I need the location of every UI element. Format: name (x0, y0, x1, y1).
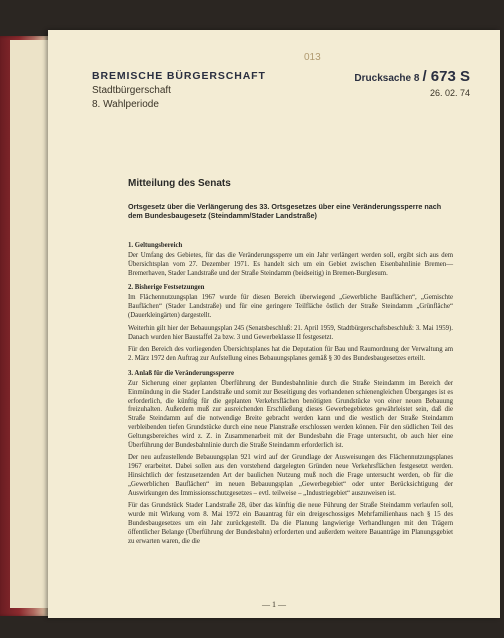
paragraph: Im Flächennutzungsplan 1967 wurde für diesen Bereich überwiegend „Gewerbliche Bauflächen“, „Gemischte Bauflächen“ (Stader Landstraße) und für eine geringere Teilfläche östlich der Straße Steindamm „Grünfläche“ (Dauerkleingärten) dargestellt. (128, 294, 453, 319)
legislative-period: 8. Wahlperiode (92, 99, 159, 110)
document-body (128, 236, 453, 550)
drucksache-label: Drucksache 8 (354, 73, 420, 84)
document-page (48, 30, 500, 618)
section-heading: 2. Bisherige Festsetzungen (128, 284, 205, 292)
page-number: — 1 — (262, 600, 286, 609)
document-date: 26. 02. 74 (429, 88, 470, 98)
drucksache-number: / 673 S (422, 68, 470, 85)
adjacent-page-edge (10, 40, 48, 608)
document-title: Mitteilung des Senats (128, 178, 231, 189)
chamber-name: Stadtbürgerschaft (92, 85, 171, 96)
paragraph: Weiterhin gilt hier der Bebauungsplan 245 (Senatsbeschluß: 21. April 1959, Stadtbürgerschaftsbeschluß: 3. Mai 1959). Danach wurden hier Baustaffel 2a bzw. 3 und Gewerbeklasse II festgesetzt. (128, 324, 453, 341)
section-heading: 3. Anlaß für die Veränderungssperre (128, 369, 235, 377)
document-header (92, 70, 266, 110)
paragraph: Der neu aufzustellende Bebauungsplan 921 wird auf der Grundlage der Ausweisungen des Flächennutzungsplanes 1967 erarbeitet. Dabei sollen aus den vorstehend dargelegten Gründen neue Verkehrsflächen festgesetzt werden. Hinsichtlich der festzusetzenden Art der baulichen Nutzung muß noch die Frage untersucht werden, ob für die „Gewerblichen Bauflächen“ im neuen Bebauungsplan „Gewerbegebiet“ oder unter Berücksichtigung der Auswirkungen des Immissionsschutzgesetzes – evtl. teilweise – „Industriegebiet“ auszuweisen ist. (128, 454, 453, 497)
paragraph: Der Umfang des Gebietes, für das die Veränderungssperre um ein Jahr verlängert werden soll, ergibt sich aus dem Übersichtsplan vom 27. Dezember 1971. Es handelt sich um ein Gebiet zwischen Eisenbahnlinie Bremen—Bremerhaven, Stader Landstraße und der Straße Steindamm (beidseitig) in Bremen-Burglesum. (128, 252, 453, 277)
handwritten-page-stamp: 013 (304, 52, 321, 63)
paragraph: Zur Sicherung einer geplanten Überführung der Bundesbahnlinie durch die Straße Steindamm im Bereich der Einmündung in die Stader Landstraße und somit zur Beseitigung des vorhandenen schienengleichen Überganges ist es erforderlich, die künftig für die geplanten Verkehrsflächen benötigten Grundstücke von einer neuen Bebauung freizuhalten. Außerdem muß zur ausreichenden Erschließung dieses Gewerbegebietes gewährleistet sein, daß die Straße Steindamm auf die notwendige Breite gebracht werden kann und die westlich der Straße Steindamm verbleibenden tiefen Grundstücke durch eine neue Planstraße erschlossen werden können. Für den südlichen Teil des Geltungsbereiches wird z. Z. in Zusammenarbeit mit der Bundesbahn die Frage untersucht, ob auch hier eine Überführung der Bundesbahnlinie durch die Straße Steindamm erforderlich ist. (128, 379, 453, 449)
paragraph: Für den Bereich des vorliegenden Übersichtsplanes hat die Deputation für Bau und Raumordnung der Verwaltung am 2. März 1972 den Auftrag zur Aufstellung eines Bebauungsplanes gemäß § 30 des Bundesbaugesetzes erteilt. (128, 346, 453, 363)
organization-name: BREMISCHE BÜRGERSCHAFT (92, 70, 266, 82)
document-number (354, 68, 470, 86)
section-heading: 1. Geltungsbereich (128, 242, 183, 249)
paragraph: Für das Grundstück Stader Landstraße 28, über das künftig die neue Führung der Straße Steindamm verlaufen soll, wurde mit Wirkung vom 8. Mai 1972 ein Bauantrag für ein dreigeschossiges Mehrfamilienhaus nach § 15 des Bundesbaugesetzes um ein Jahr zurückgestellt. Da die Planung langwierige Verhandlungen mit den Trägern öffentlicher Belange (Überführung der Bundesbahn) erforderten und außerdem weitere Bauanträge im Planungsgebiet zu erwarten waren, die die (128, 502, 453, 545)
document-subject: Ortsgesetz über die Verlängerung des 33. Ortsgesetzes über eine Veränderungssperre nach dem Bundesbaugesetz (Steindamm/Stader Landstraße) (128, 202, 442, 220)
